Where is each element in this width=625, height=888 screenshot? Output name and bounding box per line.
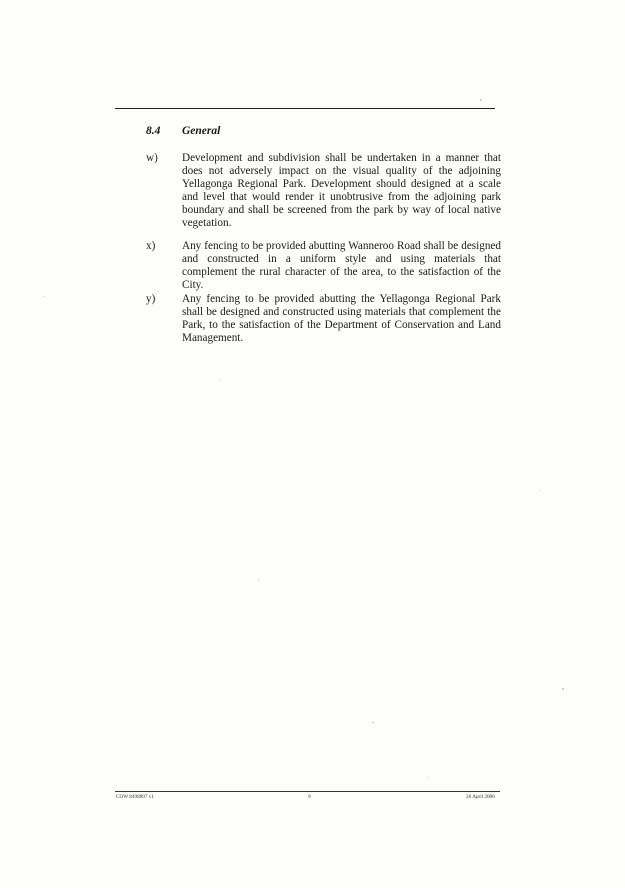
scan-speck bbox=[372, 722, 374, 723]
scan-speck bbox=[219, 380, 220, 381]
clause-label: y) bbox=[146, 293, 156, 305]
clause-label: x) bbox=[146, 240, 156, 252]
scan-speck bbox=[540, 490, 541, 491]
scan-speck bbox=[258, 580, 259, 581]
section-title: General bbox=[182, 125, 221, 137]
clause-text: Development and subdivision shall be undertaken in a manner that does not adversely impact on the visual quality of the adjoining Yellagonga Regional Park. Development should designed at a scale and level that would render it unobtrusive from the adjoining park boundary and shall be screened from the park by way of local native vegetation. bbox=[182, 152, 501, 229]
header-rule bbox=[115, 108, 495, 109]
footer-date: 26 April 2006 bbox=[466, 794, 495, 800]
scan-speck bbox=[428, 777, 429, 778]
clause-text: Any fencing to be provided abutting the Yellagonga Regional Park shall be designed and constructed using materials that complement the Park, to the satisfaction of the Department of Conservation and Land Management. bbox=[182, 293, 501, 344]
section-number: 8.4 bbox=[146, 125, 161, 137]
scan-speck bbox=[562, 688, 564, 690]
footer-doc-ref: COW 8498897 v1 bbox=[116, 794, 154, 800]
clause-text: Any fencing to be provided abutting Wanneroo Road shall be designed and constructed in a uniform style and using materials that complement the rural character of the area, to the satisfaction of the City. bbox=[182, 240, 501, 291]
clause-label: w) bbox=[146, 152, 158, 164]
footer-rule bbox=[115, 791, 500, 792]
scan-speck bbox=[44, 296, 45, 297]
section-heading bbox=[146, 125, 220, 137]
scan-speck bbox=[480, 99, 482, 101]
footer-page-number: 9 bbox=[308, 794, 311, 800]
